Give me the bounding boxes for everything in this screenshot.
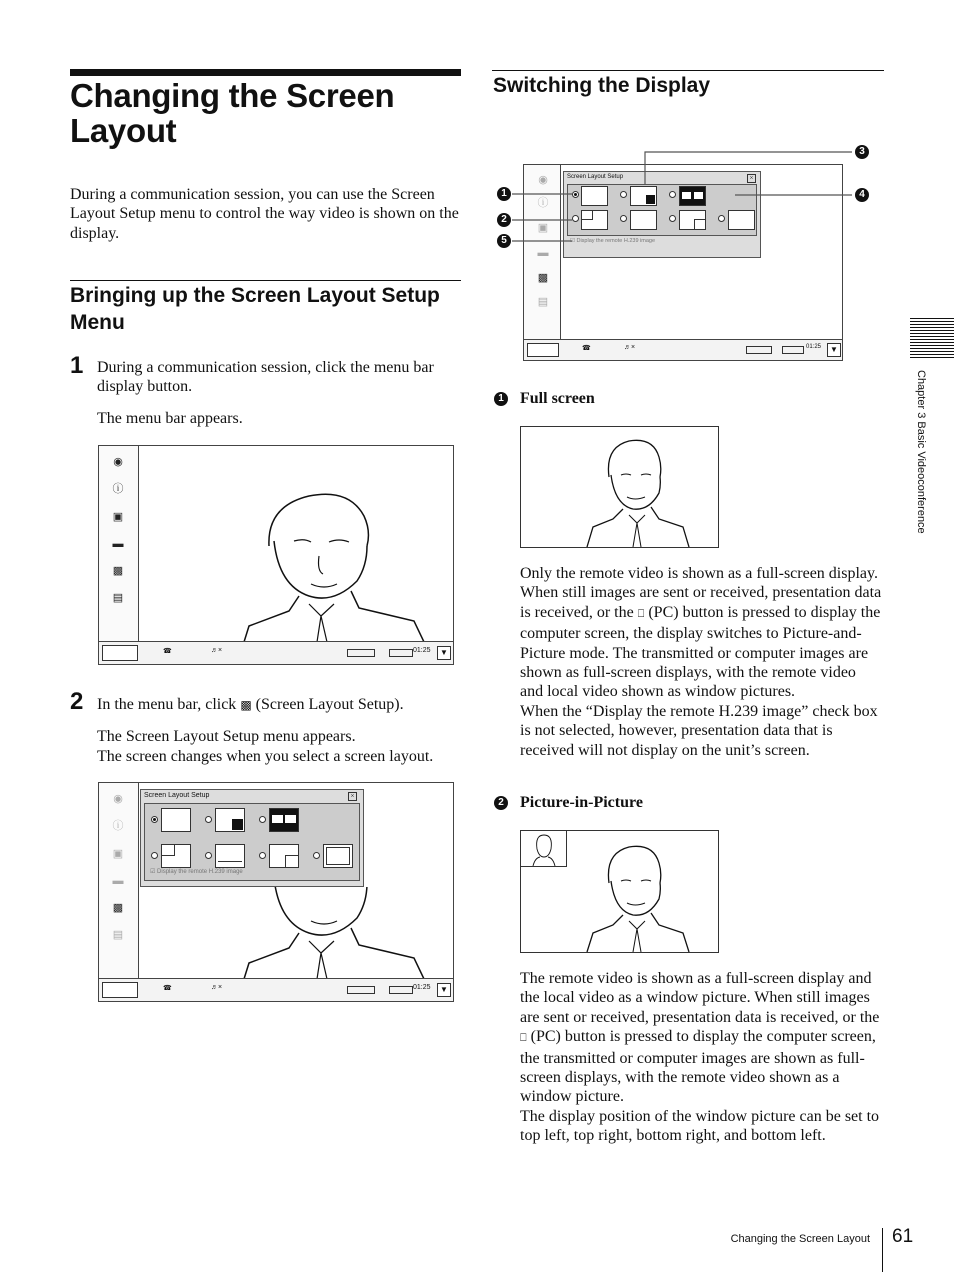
intro-paragraph: During a communication session, you can use the Screen Layout Setup menu to control the way video is shown on the display. xyxy=(70,186,459,242)
toolbox-icon[interactable]: ▤ xyxy=(112,592,124,604)
step2-text-a: In the menu bar, click xyxy=(97,696,237,713)
radio-layout-5[interactable] xyxy=(205,852,212,859)
video-source-icon[interactable]: ▬ xyxy=(112,875,124,887)
layout-pip-corner[interactable] xyxy=(323,844,353,868)
radio-layout-2[interactable] xyxy=(205,816,212,823)
remote-person-drawing xyxy=(521,427,718,547)
dropdown-button[interactable]: ▼ xyxy=(437,983,451,997)
callout-3: 3 xyxy=(855,145,869,159)
item-number-2: 2 xyxy=(494,796,508,810)
status-bar xyxy=(524,339,842,360)
step2-text xyxy=(97,695,459,715)
layout-full-screen[interactable] xyxy=(161,808,191,832)
camera-icon[interactable]: ◉ xyxy=(538,174,548,186)
network-meter xyxy=(389,649,413,657)
layout-pip-top-left[interactable] xyxy=(161,844,191,868)
step-number-2: 2 xyxy=(70,688,84,715)
close-icon[interactable]: × xyxy=(348,792,357,801)
step2-result-2: The screen changes when you select a screen layout. xyxy=(97,748,434,765)
menu-sidebar xyxy=(99,446,139,642)
dialog-title: Screen Layout Setup xyxy=(144,792,210,799)
video-source-icon[interactable]: ▬ xyxy=(537,247,549,259)
camera-icon[interactable]: ◉ xyxy=(113,793,123,805)
screen-layout-icon[interactable]: ▩ xyxy=(112,902,124,914)
menu-sidebar xyxy=(99,783,139,979)
call-timer: 01:25 xyxy=(806,344,822,350)
page-number: 61 xyxy=(892,1226,914,1247)
camera-icon[interactable]: ◉ xyxy=(113,456,123,468)
close-icon[interactable]: × xyxy=(747,174,756,183)
mic-level-meter xyxy=(746,346,772,354)
chapter-side-tab: Chapter 3 Basic Videoconference xyxy=(915,370,927,534)
page-title: Changing the Screen Layout xyxy=(70,77,395,149)
screen-layout-icon[interactable]: ▩ xyxy=(537,272,549,284)
layout-pip-bottom-left[interactable] xyxy=(269,844,299,868)
screen-layout-dialog xyxy=(140,789,364,887)
h239-checkbox[interactable]: ☑ Display the remote H.239 image xyxy=(570,238,656,244)
menu-bar-display-button[interactable] xyxy=(102,982,138,998)
mic-level-meter xyxy=(347,649,375,657)
item1-title: Full screen xyxy=(520,390,595,407)
phone-icon[interactable]: ☎ xyxy=(163,985,172,992)
info-icon[interactable]: ⓘ xyxy=(112,820,124,832)
menu-bar-display-button[interactable] xyxy=(102,645,138,661)
step1-result: The menu bar appears. xyxy=(97,410,243,427)
call-timer: 01:25 xyxy=(413,984,431,991)
info-icon[interactable]: ⓘ xyxy=(112,483,124,495)
toolbox-icon[interactable]: ▤ xyxy=(112,929,124,941)
menu-bar-display-button[interactable] xyxy=(527,343,559,357)
call-timer: 01:25 xyxy=(413,647,431,654)
layout-pip-bottom-right[interactable] xyxy=(215,808,245,832)
network-meter xyxy=(782,346,804,354)
item1-body-c: When the “Display the remote H.239 image” check box is not selected, however, presentation data that is received will not display on the unit’s screen. xyxy=(520,702,878,759)
section-heading-bringing-up: Bringing up the Screen Layout Setup Menu xyxy=(70,284,440,334)
network-meter xyxy=(389,986,413,994)
h239-checkbox-label: Display the remote H.239 image xyxy=(157,869,243,875)
mic-mute-icon[interactable]: ♬× xyxy=(624,344,636,351)
callout-leader-lines xyxy=(490,140,880,255)
item2-title: Picture-in-Picture xyxy=(520,794,643,811)
radio-layout-3[interactable] xyxy=(259,816,266,823)
callout-1: 1 xyxy=(497,187,511,201)
item2-body-b: (PC) button is pressed to display the computer screen, the transmitted or computer images are shown as full-screen displays, with the remote video shown as a window picture. xyxy=(520,1028,876,1106)
h239-checkbox-label: Display the remote H.239 image xyxy=(576,238,656,244)
full-screen-example xyxy=(520,426,719,548)
item2-body xyxy=(520,969,884,1146)
dialog-title: Screen Layout Setup xyxy=(567,174,624,180)
step2-text-b: (Screen Layout Setup). xyxy=(255,696,404,713)
mic-level-meter xyxy=(347,986,375,994)
screen-layout-icon[interactable]: ▩ xyxy=(112,565,124,577)
layout-pip-top-right[interactable] xyxy=(215,844,245,868)
mic-mute-icon[interactable]: ♬× xyxy=(211,647,223,654)
remote-person-drawing xyxy=(521,831,718,952)
info-icon[interactable]: ⓘ xyxy=(537,197,549,209)
remote-person-drawing xyxy=(239,887,439,979)
layout-side-by-side[interactable] xyxy=(269,808,299,832)
pc-icon: ⎕ xyxy=(520,1032,527,1045)
address-book-icon[interactable]: ▣ xyxy=(112,511,124,523)
chapter-tab-stripes xyxy=(910,318,954,360)
section-rule xyxy=(70,280,461,281)
screen-layout-icon: ▩ xyxy=(240,698,252,712)
address-book-icon[interactable]: ▣ xyxy=(112,848,124,860)
section-rule xyxy=(492,70,884,71)
layout-setup-screen-figure xyxy=(98,782,454,1002)
address-book-icon[interactable]: ▣ xyxy=(537,222,549,234)
phone-icon[interactable]: ☎ xyxy=(582,345,591,352)
footer-divider xyxy=(882,1228,883,1272)
video-source-icon[interactable]: ▬ xyxy=(112,538,124,550)
menu-bar-screen-figure xyxy=(98,445,454,665)
step2-result-1: The Screen Layout Setup menu appears. xyxy=(97,728,356,745)
dropdown-button[interactable]: ▼ xyxy=(437,646,451,660)
item1-body-a: Only the remote video is shown as a full-screen display. When still images are sent or received, presentation data is received, or the xyxy=(520,565,882,621)
footer-label: Changing the Screen Layout xyxy=(730,1233,870,1245)
picture-in-picture-example xyxy=(520,830,719,953)
remote-person-drawing xyxy=(239,486,439,642)
radio-layout-4[interactable] xyxy=(151,852,158,859)
dropdown-button[interactable]: ▼ xyxy=(827,343,841,357)
section-heading-switching: Switching the Display xyxy=(493,74,711,97)
step-number-1: 1 xyxy=(70,352,84,379)
phone-icon[interactable]: ☎ xyxy=(163,648,172,655)
status-bar xyxy=(99,978,453,1001)
item2-body-a: The remote video is shown as a full-screen display and the local video as a window picture. When still images are sent or received, presentation data is received, or the xyxy=(520,970,880,1026)
toolbox-icon[interactable]: ▤ xyxy=(537,296,549,308)
radio-full-screen[interactable] xyxy=(151,816,158,823)
pc-icon: ⎕ xyxy=(637,607,645,620)
h239-checkbox[interactable]: ☑ Display the remote H.239 image xyxy=(150,869,243,875)
mic-mute-icon[interactable]: ♬× xyxy=(211,984,223,991)
step1-text: During a communication session, click the menu bar display button. xyxy=(97,359,434,396)
callout-5: 5 xyxy=(497,234,511,248)
status-bar xyxy=(99,641,453,664)
item2-body-c: The display position of the window picture can be set to top left, top right, bottom right, and bottom left. xyxy=(520,1107,880,1145)
radio-layout-6[interactable] xyxy=(259,852,266,859)
item1-body xyxy=(520,564,882,760)
callout-2: 2 xyxy=(497,213,511,227)
radio-layout-7[interactable] xyxy=(313,852,320,859)
item-number-1: 1 xyxy=(494,392,508,406)
callout-4: 4 xyxy=(855,188,869,202)
item1-body-b: (PC) button is pressed to display the computer screen, the display switches to Picture-and-Picture mode. The transmitted or computer images are shown as full-screen displays, with the remote video and local video shown as window pictures. xyxy=(520,603,881,701)
title-bar xyxy=(70,69,461,76)
